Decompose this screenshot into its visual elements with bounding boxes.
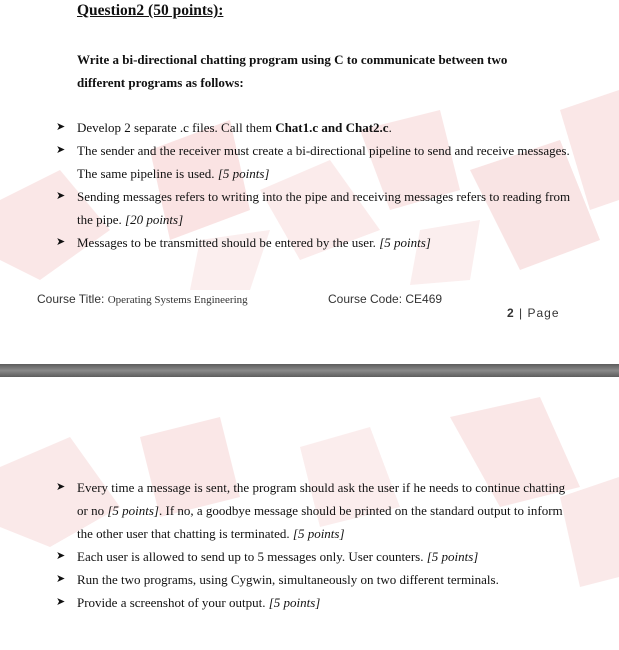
arrow-bullet-icon: ➤ bbox=[56, 550, 66, 562]
list-item: ➤ Run the two programs, using Cygwin, simultaneously on two different terminals. bbox=[56, 568, 576, 591]
page-separator bbox=[0, 364, 619, 377]
requirements-list-page-2 bbox=[56, 476, 576, 614]
document-page-2 bbox=[0, 377, 619, 650]
list-item: ➤ Develop 2 separate .c files. Call them Chat1.c and Chat2.c. bbox=[56, 116, 576, 139]
list-item: ➤ Every time a message is sent, the program should ask the user if he needs to continue chatting or no [5 points]. If no, a goodbye message should be printed on the standard output to inform the other user that chatting is terminated. [5 points] bbox=[56, 476, 576, 545]
arrow-bullet-icon: ➤ bbox=[56, 190, 66, 202]
footer-course-title: Course Title: Operating Systems Engineering bbox=[37, 292, 248, 306]
list-item: ➤ Sending messages refers to writing into the pipe and receiving messages refers to reading from the pipe. [20 points] bbox=[56, 185, 576, 231]
footer-course-code: Course Code: CE469 bbox=[328, 292, 443, 306]
list-item: ➤ Each user is allowed to send up to 5 messages only. User counters. [5 points] bbox=[56, 545, 576, 568]
arrow-bullet-icon: ➤ bbox=[56, 596, 66, 608]
question-title: Question2 (50 points): bbox=[77, 2, 224, 19]
arrow-bullet-icon: ➤ bbox=[56, 236, 66, 248]
question-intro: Write a bi-directional chatting program using C to communicate between two different programs as follows: bbox=[77, 52, 508, 90]
arrow-bullet-icon: ➤ bbox=[56, 573, 66, 585]
arrow-bullet-icon: ➤ bbox=[56, 481, 66, 493]
requirements-list-page-1 bbox=[56, 116, 576, 254]
arrow-bullet-icon: ➤ bbox=[56, 121, 66, 133]
list-item: ➤ Messages to be transmitted should be entered by the user. [5 points] bbox=[56, 231, 576, 254]
arrow-bullet-icon: ➤ bbox=[56, 144, 66, 156]
page-number: 2 | Page bbox=[507, 306, 560, 320]
list-item: ➤ The sender and the receiver must create a bi-directional pipeline to send and receive messages. The same pipeline is used. [5 points] bbox=[56, 139, 576, 185]
list-item: ➤ Provide a screenshot of your output. [5 points] bbox=[56, 591, 576, 614]
